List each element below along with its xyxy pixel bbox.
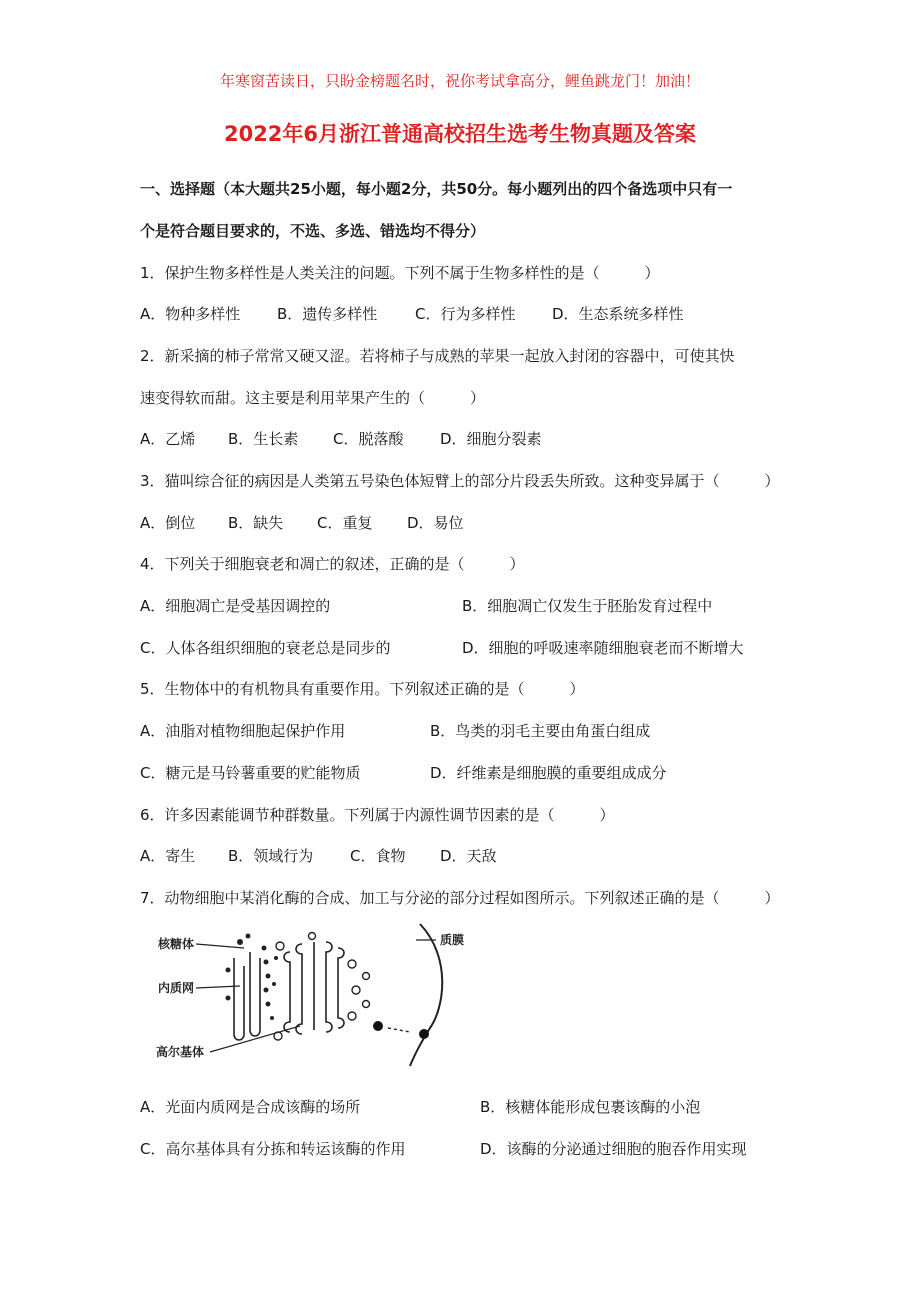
q1-option-a: A．物种多样性: [140, 305, 241, 323]
cell-secretion-diagram: [152, 918, 502, 1068]
q4-option-d: D．细胞的呼吸速率随细胞衰老而不断增大: [462, 639, 744, 657]
q3-option-b: B．缺失: [228, 514, 284, 532]
question-5-stem: 5．生物体中的有机物具有重要作用。下列叙述正确的是（ ）: [140, 680, 585, 698]
q5-option-b: B．鸟类的羽毛主要由角蛋白组成: [430, 722, 651, 740]
page-title: 2022年6月浙江普通高校招生选考生物真题及答案: [223, 122, 697, 146]
q7-option-c: C．高尔基体具有分拣和转运该酶的作用: [140, 1140, 406, 1158]
question-4-stem: 4．下列关于细胞衰老和凋亡的叙述，正确的是（ ）: [140, 555, 525, 573]
q6-option-a: A．寄生: [140, 847, 196, 865]
section-heading-line-1: 一、选择题（本大题共25小题，每小题2分，共50分。每小题列出的四个备选项中只有一: [140, 180, 733, 198]
label-ribosome: 核糖体: [158, 937, 195, 951]
header-slogan: 年寒窗苦读日，只盼金榜题名时，祝你考试拿高分，鲤鱼跳龙门！加油！: [219, 72, 700, 90]
question-2-stem-cont: 速变得软而甜。这主要是利用苹果产生的（ ）: [140, 389, 486, 407]
q1-option-d: D．生态系统多样性: [552, 305, 684, 323]
q5-option-d: D．纤维素是细胞膜的重要组成成分: [430, 764, 667, 782]
q3-option-c: C．重复: [317, 514, 373, 532]
question-6-stem: 6．许多因素能调节种群数量。下列属于内源性调节因素的是（ ）: [140, 806, 615, 824]
q4-option-b: B．细胞凋亡仅发生于胚胎发育过程中: [462, 597, 713, 615]
q1-option-c: C．行为多样性: [415, 305, 516, 323]
q3-option-d: D．易位: [407, 514, 464, 532]
er-shape: [234, 952, 260, 1040]
question-1-stem: 1．保护生物多样性是人类关注的问题。下列不属于生物多样性的是（ ）: [140, 264, 660, 282]
q2-option-b: B．生长素: [228, 430, 299, 448]
q6-option-b: B．领域行为: [228, 847, 314, 865]
q6-option-d: D．天敌: [440, 847, 497, 865]
label-golgi: 高尔基体: [156, 1045, 205, 1059]
q7-option-d: D．该酶的分泌通过细胞的胞吞作用实现: [480, 1140, 747, 1158]
golgi-vesicles: [274, 933, 370, 1041]
q5-option-c: C．糖元是马铃薯重要的贮能物质: [140, 764, 361, 782]
question-2-stem: 2．新采摘的柿子常常又硬又涩。若将柿子与成熟的苹果一起放入封闭的容器中，可使其快: [140, 347, 735, 365]
question-7-stem: 7．动物细胞中某消化酶的合成、加工与分泌的部分过程如图所示。下列叙述正确的是（ ）: [140, 889, 780, 907]
q1-option-b: B．遗传多样性: [277, 305, 378, 323]
q4-option-a: A．细胞凋亡是受基因调控的: [140, 597, 331, 615]
q2-option-c: C．脱落酸: [333, 430, 404, 448]
question-3-stem: 3．猫叫综合征的病因是人类第五号染色体短臂上的部分片段丢失所致。这种变异属于（ ）: [140, 472, 780, 490]
label-er: 内质网: [158, 981, 195, 995]
q2-option-d: D．细胞分裂素: [440, 430, 542, 448]
q5-option-a: A．油脂对植物细胞起保护作用: [140, 722, 346, 740]
label-membrane: 质膜: [440, 933, 465, 947]
q3-option-a: A．倒位: [140, 514, 196, 532]
q2-option-a: A．乙烯: [140, 430, 196, 448]
q4-option-c: C．人体各组织细胞的衰老总是同步的: [140, 639, 391, 657]
golgi-shape: [284, 942, 344, 1034]
q6-option-c: C．食物: [350, 847, 406, 865]
q7-option-a: A．光面内质网是合成该酶的场所: [140, 1098, 361, 1116]
secretion-path: [373, 1021, 429, 1039]
q7-option-b: B．核糖体能形成包裹该酶的小泡: [480, 1098, 701, 1116]
plasma-membrane: [410, 924, 442, 1066]
section-heading-line-2: 个是符合题目要求的，不选、多选、错选均不得分）: [140, 222, 486, 240]
